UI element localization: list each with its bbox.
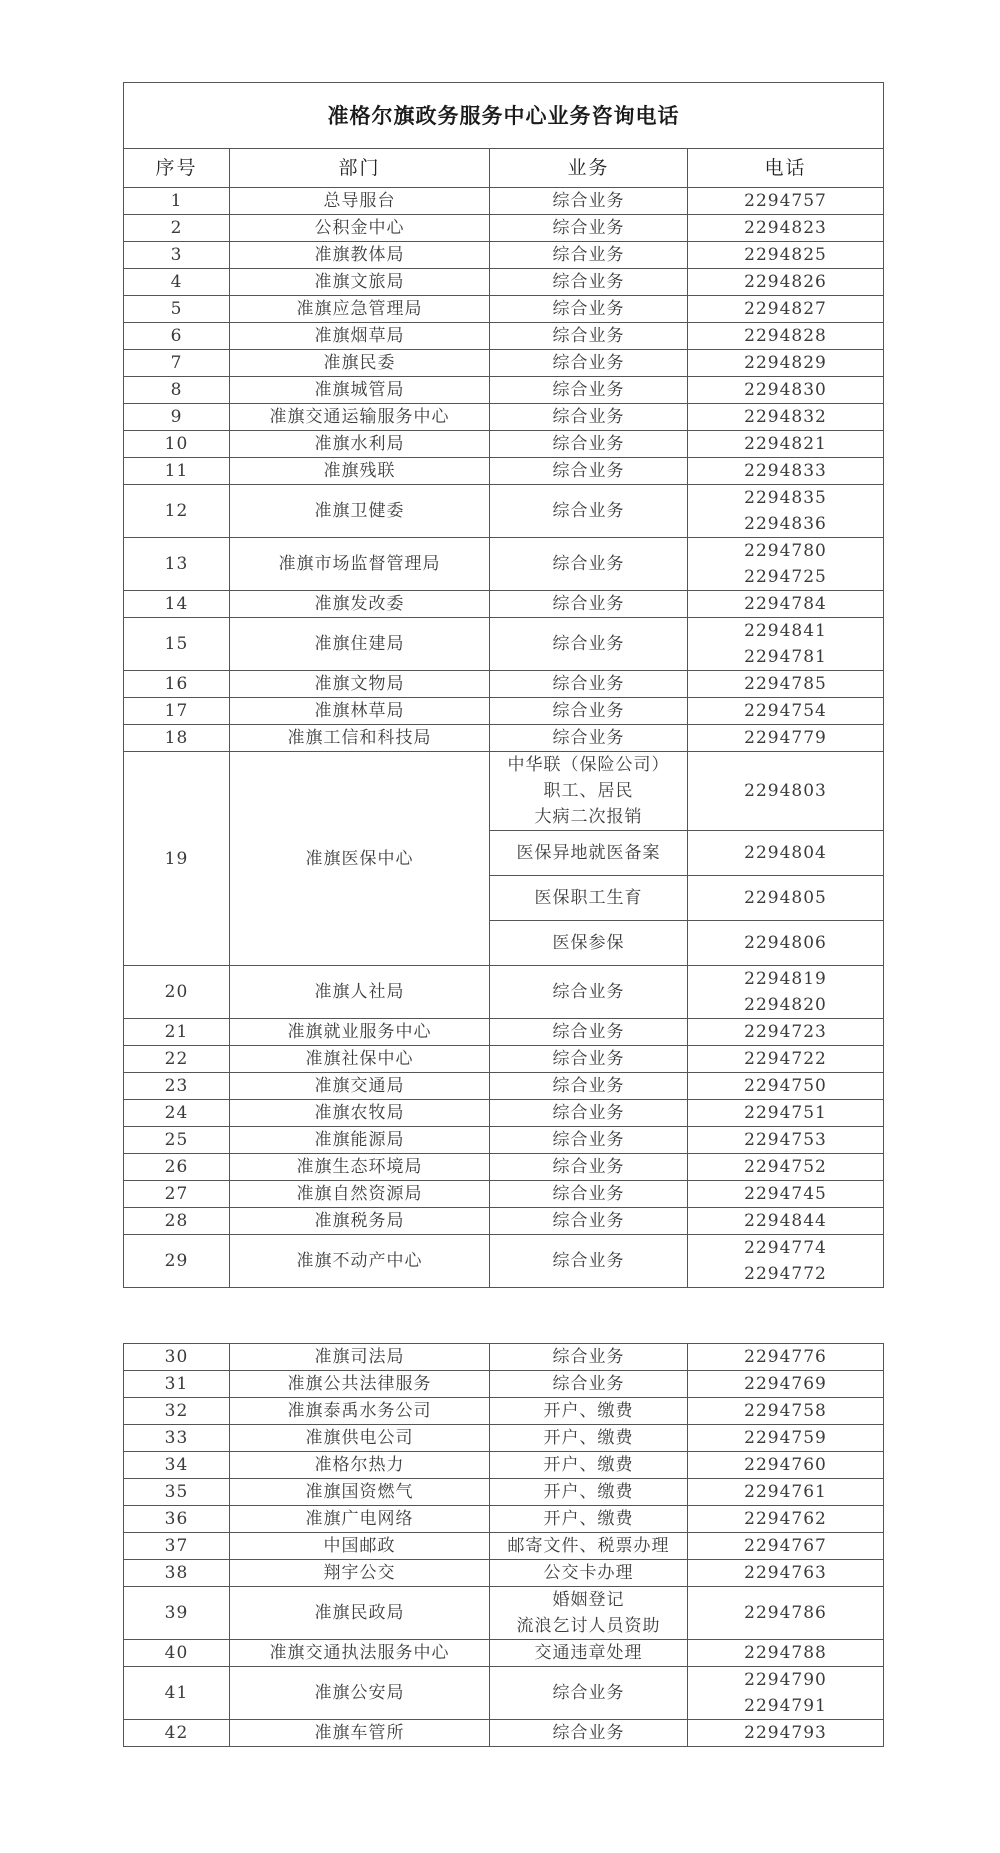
row-phone: 2294761 (688, 1479, 884, 1506)
row-number: 33 (124, 1425, 230, 1452)
row-number: 34 (124, 1452, 230, 1479)
row-number: 30 (124, 1344, 230, 1371)
row-business: 综合业务 (490, 1154, 688, 1181)
row-phone: 2294753 (688, 1127, 884, 1154)
row-phone: 2294780 2294725 (688, 538, 884, 591)
row-department: 准旗应急管理局 (230, 296, 490, 323)
table-row (124, 671, 884, 698)
table-row (124, 1560, 884, 1587)
row-department: 准旗交通局 (230, 1073, 490, 1100)
row-phone: 2294763 (688, 1560, 884, 1587)
table-row (124, 1371, 884, 1398)
row-department: 准旗泰禹水务公司 (230, 1398, 490, 1425)
row-business: 综合业务 (490, 1019, 688, 1046)
row-phone: 2294722 (688, 1046, 884, 1073)
table-row (124, 1533, 884, 1560)
table-row (124, 1398, 884, 1425)
row-department: 准旗市场监督管理局 (230, 538, 490, 591)
row-phone: 2294833 (688, 458, 884, 485)
row-phone: 2294745 (688, 1181, 884, 1208)
table-row (124, 618, 884, 671)
row-business: 综合业务 (490, 485, 688, 538)
table-row (124, 323, 884, 350)
row-department: 准旗税务局 (230, 1208, 490, 1235)
row-number: 15 (124, 618, 230, 671)
row-phone: 2294793 (688, 1720, 884, 1747)
table-row (124, 1720, 884, 1747)
row-department: 准旗交通运输服务中心 (230, 404, 490, 431)
row-phone: 2294751 (688, 1100, 884, 1127)
table-title: 准格尔旗政务服务中心业务咨询电话 (124, 83, 884, 149)
row-department: 准旗民委 (230, 350, 490, 377)
row-number: 39 (124, 1587, 230, 1640)
row-department: 准旗国资燃气 (230, 1479, 490, 1506)
row-business: 综合业务 (490, 1181, 688, 1208)
row-phone: 2294804 (688, 831, 884, 876)
row-phone: 2294769 (688, 1371, 884, 1398)
row-number: 32 (124, 1398, 230, 1425)
row-business: 综合业务 (490, 1235, 688, 1288)
row-department: 公积金中心 (230, 215, 490, 242)
row-business: 婚姻登记 流浪乞讨人员资助 (490, 1587, 688, 1640)
row-business: 综合业务 (490, 1046, 688, 1073)
row-business: 综合业务 (490, 188, 688, 215)
table-row (124, 1587, 884, 1640)
table-row (124, 296, 884, 323)
row-business: 综合业务 (490, 591, 688, 618)
row-phone: 2294835 2294836 (688, 485, 884, 538)
table-row (124, 458, 884, 485)
row-phone: 2294762 (688, 1506, 884, 1533)
row-business: 综合业务 (490, 1667, 688, 1720)
row-number: 41 (124, 1667, 230, 1720)
table-row (124, 269, 884, 296)
row-number: 3 (124, 242, 230, 269)
row-number: 8 (124, 377, 230, 404)
table-row (124, 1452, 884, 1479)
row-department: 准旗文旅局 (230, 269, 490, 296)
row-business: 综合业务 (490, 698, 688, 725)
row-phone: 2294757 (688, 188, 884, 215)
row-number: 12 (124, 485, 230, 538)
row-phone: 2294754 (688, 698, 884, 725)
row-department: 准旗自然资源局 (230, 1181, 490, 1208)
row-business: 医保参保 (490, 921, 688, 966)
row-department: 准旗烟草局 (230, 323, 490, 350)
row-business: 开户、缴费 (490, 1452, 688, 1479)
row-phone: 2294825 (688, 242, 884, 269)
row-number: 10 (124, 431, 230, 458)
row-business: 综合业务 (490, 538, 688, 591)
row-number: 21 (124, 1019, 230, 1046)
row-business: 中华联（保险公司） 职工、居民 大病二次报销 (490, 752, 688, 831)
table-row (124, 188, 884, 215)
row-department: 准旗工信和科技局 (230, 725, 490, 752)
table-row (124, 404, 884, 431)
table-row (124, 1667, 884, 1720)
phone-table-part-1 (123, 82, 884, 1288)
row-business: 开户、缴费 (490, 1398, 688, 1425)
row-phone: 2294830 (688, 377, 884, 404)
row-number: 13 (124, 538, 230, 591)
row-phone: 2294750 (688, 1073, 884, 1100)
row-number: 42 (124, 1720, 230, 1747)
row-business: 综合业务 (490, 431, 688, 458)
row-number: 7 (124, 350, 230, 377)
row-department: 准旗能源局 (230, 1127, 490, 1154)
table-row (124, 242, 884, 269)
row-number: 29 (124, 1235, 230, 1288)
row-number: 18 (124, 725, 230, 752)
row-number: 35 (124, 1479, 230, 1506)
row-department: 准旗公安局 (230, 1667, 490, 1720)
row-department: 中国邮政 (230, 1533, 490, 1560)
row-department: 准旗供电公司 (230, 1425, 490, 1452)
row-phone: 2294821 (688, 431, 884, 458)
row-department: 准旗发改委 (230, 591, 490, 618)
row-phone: 2294832 (688, 404, 884, 431)
row-business: 开户、缴费 (490, 1506, 688, 1533)
row-business: 综合业务 (490, 1208, 688, 1235)
row-phone: 2294805 (688, 876, 884, 921)
row-phone: 2294723 (688, 1019, 884, 1046)
table-row (124, 752, 884, 831)
row-number: 5 (124, 296, 230, 323)
row-department: 准旗生态环境局 (230, 1154, 490, 1181)
table-row (124, 1425, 884, 1452)
row-business: 综合业务 (490, 1371, 688, 1398)
row-department: 准旗车管所 (230, 1720, 490, 1747)
row-department: 准旗水利局 (230, 431, 490, 458)
row-business: 开户、缴费 (490, 1425, 688, 1452)
row-number: 16 (124, 671, 230, 698)
row-business: 交通违章处理 (490, 1640, 688, 1667)
row-number: 9 (124, 404, 230, 431)
row-department: 准旗农牧局 (230, 1100, 490, 1127)
table-row (124, 1181, 884, 1208)
row-phone: 2294785 (688, 671, 884, 698)
table-row (124, 1127, 884, 1154)
row-department: 准旗卫健委 (230, 485, 490, 538)
row-business: 邮寄文件、税票办理 (490, 1533, 688, 1560)
row-number: 14 (124, 591, 230, 618)
header-row (124, 149, 884, 188)
row-phone: 2294752 (688, 1154, 884, 1181)
row-phone: 2294806 (688, 921, 884, 966)
row-phone: 2294779 (688, 725, 884, 752)
row-phone: 2294819 2294820 (688, 966, 884, 1019)
row-department: 准旗交通执法服务中心 (230, 1640, 490, 1667)
row-business: 综合业务 (490, 966, 688, 1019)
row-number: 23 (124, 1073, 230, 1100)
row-number: 19 (124, 752, 230, 966)
table-row (124, 485, 884, 538)
row-phone: 2294774 2294772 (688, 1235, 884, 1288)
row-phone: 2294776 (688, 1344, 884, 1371)
row-number: 25 (124, 1127, 230, 1154)
table-row (124, 1073, 884, 1100)
table-row (124, 1235, 884, 1288)
table-row (124, 377, 884, 404)
row-phone: 2294828 (688, 323, 884, 350)
table-row (124, 538, 884, 591)
table-row (124, 591, 884, 618)
header-no: 序号 (124, 149, 230, 188)
row-phone: 2294829 (688, 350, 884, 377)
row-business: 综合业务 (490, 242, 688, 269)
row-number: 27 (124, 1181, 230, 1208)
row-department: 总导服台 (230, 188, 490, 215)
row-business: 综合业务 (490, 269, 688, 296)
row-department: 准旗住建局 (230, 618, 490, 671)
row-business: 综合业务 (490, 1344, 688, 1371)
row-business: 综合业务 (490, 404, 688, 431)
row-phone: 2294823 (688, 215, 884, 242)
row-business: 综合业务 (490, 1100, 688, 1127)
row-department: 准旗广电网络 (230, 1506, 490, 1533)
table-row (124, 1640, 884, 1667)
row-business: 医保职工生育 (490, 876, 688, 921)
row-phone: 2294827 (688, 296, 884, 323)
row-number: 11 (124, 458, 230, 485)
row-number: 37 (124, 1533, 230, 1560)
row-business: 医保异地就医备案 (490, 831, 688, 876)
table-row (124, 1506, 884, 1533)
row-department: 准旗社保中心 (230, 1046, 490, 1073)
row-department: 准旗公共法律服务 (230, 1371, 490, 1398)
table-row (124, 1019, 884, 1046)
row-department: 准旗残联 (230, 458, 490, 485)
table-row (124, 966, 884, 1019)
row-business: 综合业务 (490, 377, 688, 404)
row-phone: 2294784 (688, 591, 884, 618)
row-department: 准旗林草局 (230, 698, 490, 725)
row-business: 综合业务 (490, 1127, 688, 1154)
row-phone: 2294758 (688, 1398, 884, 1425)
phone-table-part-2 (123, 1343, 884, 1747)
row-department: 准旗不动产中心 (230, 1235, 490, 1288)
row-business: 综合业务 (490, 350, 688, 377)
table-row (124, 1100, 884, 1127)
row-business: 综合业务 (490, 1720, 688, 1747)
row-number: 36 (124, 1506, 230, 1533)
row-department: 准旗民政局 (230, 1587, 490, 1640)
row-phone: 2294760 (688, 1452, 884, 1479)
row-number: 4 (124, 269, 230, 296)
row-department: 准旗就业服务中心 (230, 1019, 490, 1046)
row-business: 综合业务 (490, 618, 688, 671)
row-phone: 2294803 (688, 752, 884, 831)
row-number: 22 (124, 1046, 230, 1073)
table-row (124, 431, 884, 458)
row-business: 综合业务 (490, 1073, 688, 1100)
row-phone: 2294790 2294791 (688, 1667, 884, 1720)
table-row (124, 215, 884, 242)
table-row (124, 1344, 884, 1371)
row-business: 综合业务 (490, 215, 688, 242)
row-number: 26 (124, 1154, 230, 1181)
row-department: 准旗文物局 (230, 671, 490, 698)
row-department: 准旗司法局 (230, 1344, 490, 1371)
row-department: 准旗医保中心 (230, 752, 490, 966)
row-business: 综合业务 (490, 725, 688, 752)
row-business: 综合业务 (490, 296, 688, 323)
table-row (124, 1208, 884, 1235)
row-number: 28 (124, 1208, 230, 1235)
row-phone: 2294844 (688, 1208, 884, 1235)
row-number: 40 (124, 1640, 230, 1667)
row-business: 综合业务 (490, 323, 688, 350)
row-business: 综合业务 (490, 671, 688, 698)
row-number: 6 (124, 323, 230, 350)
header-dept: 部门 (230, 149, 490, 188)
row-number: 20 (124, 966, 230, 1019)
row-phone: 2294786 (688, 1587, 884, 1640)
row-number: 38 (124, 1560, 230, 1587)
row-department: 准旗教体局 (230, 242, 490, 269)
row-department: 准格尔热力 (230, 1452, 490, 1479)
row-number: 17 (124, 698, 230, 725)
row-business: 综合业务 (490, 458, 688, 485)
row-phone: 2294767 (688, 1533, 884, 1560)
row-number: 1 (124, 188, 230, 215)
table-row (124, 1046, 884, 1073)
row-business: 公交卡办理 (490, 1560, 688, 1587)
row-department: 准旗城管局 (230, 377, 490, 404)
row-business: 开户、缴费 (490, 1479, 688, 1506)
header-biz: 业务 (490, 149, 688, 188)
row-number: 2 (124, 215, 230, 242)
table-row (124, 725, 884, 752)
row-department: 翔宇公交 (230, 1560, 490, 1587)
row-department: 准旗人社局 (230, 966, 490, 1019)
row-number: 31 (124, 1371, 230, 1398)
table-row (124, 350, 884, 377)
row-phone: 2294841 2294781 (688, 618, 884, 671)
row-phone: 2294759 (688, 1425, 884, 1452)
header-phone: 电话 (688, 149, 884, 188)
table-row (124, 1154, 884, 1181)
row-number: 24 (124, 1100, 230, 1127)
table-row (124, 1479, 884, 1506)
row-phone: 2294788 (688, 1640, 884, 1667)
table-row (124, 698, 884, 725)
row-phone: 2294826 (688, 269, 884, 296)
